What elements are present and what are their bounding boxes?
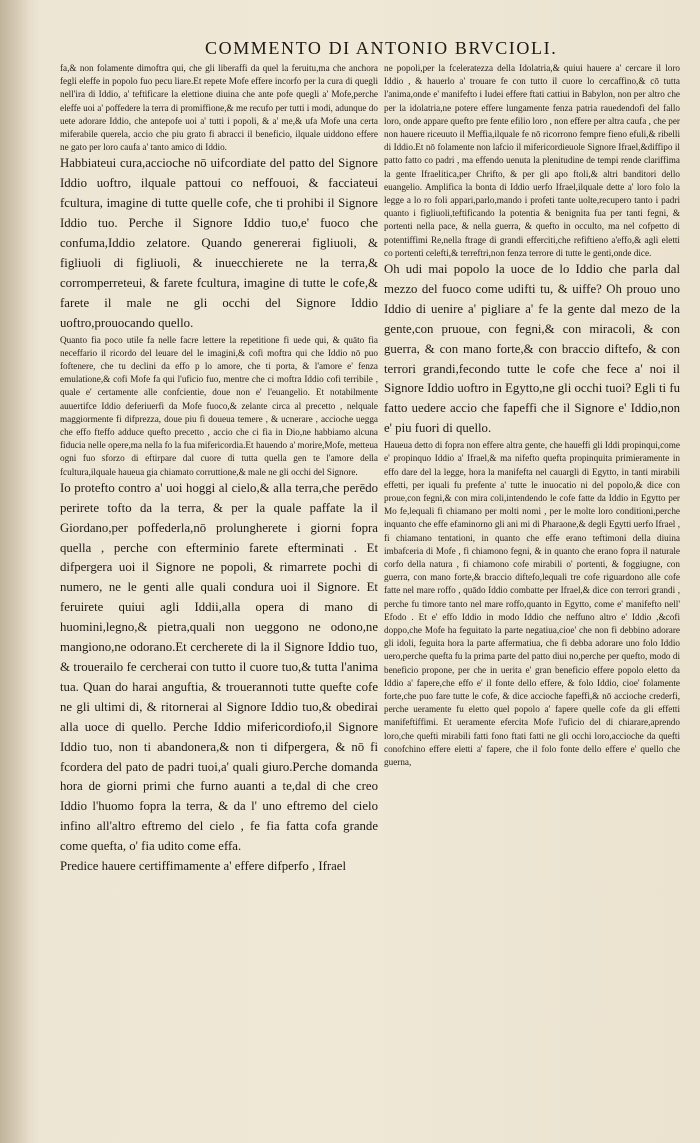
- right-column: [384, 62, 680, 769]
- commentary-paragraph-1: fa,& non folamente dimoftra qui, che gli liberaffi da quel la feruitu,ma che anchora fegli eleffe in popolo fuo pecu liare.Et repete Mofe effere incorfo per la cura di quegli nell'ira di Iddio, a' teftificare la elettione diuina che ante pofe quegli a' Mofe,perche eleffe uoi a' poffedere la terra di promiffione,& me recufo per tutti i modi, adunque do uete adorare Iddio, che antepofe uoi a' tutti i popoli, & a' me,& ufa Mofe una certa miferabile querela, accio che piu grato fi abracci il beneficio, ilquale uiddono effere ne gato per loro caufa a' tanto amico di Iddio.: [60, 63, 378, 153]
- binding-shadow: [0, 0, 40, 1143]
- running-header: COMMENTO DI ANTONIO BRVCIOLI.: [205, 38, 558, 58]
- scripture-paragraph-2: Io protefto contro a' uoi hoggi al cielo,& alla terra,che perēdo perirete tofto da la terra, & per la quale paffate la il Giordano,per poffederla,nō prolungherete i giorni fopra quella , perche con efterminio farete efterminati . Et difpergera uoi il Signore ne popoli, & rimarrete pochi di numero, ne le genti alle quali condura uoi il Signore. Et feruirete quiui agli Iddii,alla opera di mano di huomini,legno,& pietra,quali non ueggono ne odono,ne mangiono,ne odorano.Et cercherete di la il Signore Iddio tuo, & trouerailo fe cercherai con tutto il cuore tuo,& tutta l'anima tua. Quan do harai anguftia, & trouerannoti tutte quefte cofe ne gli ultimi di, & ritornerai al Signore Iddio tuo,& obedirai alla uoce di quello. Perche Iddio mifericordiofo,il Signore Iddio tuo, non ti abandonera,& non ti difpergera, & nō fi fcordera del pato de padri tuoi,a' quali giuro.Perche domanda hora de giorni primi che furno auanti a te,dal di che creo Iddio l'huomo fopra la terra, & da l' uno eftremo del cielo infino all'altro eftremo del cielo , fe fia fatta cofa grande come quefta, o' fia udito come effa.: [60, 480, 378, 854]
- commentary-paragraph-2: Quanto fia poco utile fa nelle facre lettere la repetitione fi uede qui, & quāto fia neceffario il ricordo del leuare del le imagini,& cofi moftra qui che Iddio nō puo foftenere, che tu declini da effo p lo amore, che ti porta, & l'amore e' fenza emulatione,& cofi Mofe fa qui l'uficio fuo, mentre che ci moftra Iddio cofi terribile , quale e' certamente alle confcientie, doue non e' l'euangelio. Et notabilmente auuertifce Iddio deferiuerfi da Mofe fuoco,& zelante circa al precetto , nelquale maggiormente fi difprezza, doue piu fi doueua temere , & ucnerare , accioche uegga che effo fteffo adduce quefto precetto , accio che ci fia in Dio,ne habbiamo alcuna fiducia nelle opere,ma nella fo la fua mifericordia.Et hauendo a' morire,Mofe, metteua ogni fuo sforzo di eftirpare dal cuore di tutta quella gen te l'amore della fcultura,ilquale haueua gia chiamato corruttione,& male ne gli occhi del Signore.: [60, 334, 378, 477]
- scripture-paragraph-3: Oh udi mai popolo la uoce de lo Iddio che parla dal mezzo del fuoco come udifti tu, & uiffe? Oh prouo uno Iddio di uenire a' pigliare a' fe la gente dal mezo de la gente,con pruoue, con fegni,& con miracoli, & con guerra, & con mano forte,& con braccio diftefo, & con terrori grandi,fecondo tutte le cofe che fece a' noi il Signore Iddio uoftro in Egytto,ne gli occhi tuoi? Egli ti fu fatto uedere accio che fapeffi che il Signore e' Iddio,non e' piu fuori di quello.: [384, 262, 680, 436]
- scripture-paragraph-1: Habbiateui cura,accioche nō uifcordiate del patto del Signore Iddio uoftro, ilquale pattoui co neffouoi, & facciateui fcultura, imagine di tutte quelle cofe, che ti prohibi il Signore Iddio tuo. Perche il Signore Iddio tuo,e' fuoco che confuma,Iddio zelatore. Quando genererai figliuoli, & figliuoli di figliuoli, & inuecchierete ne la terra,& corromperreteui, & farete fcultura, imagine di tutte le cofe,& farete il male ne gli occhi del Signore Iddio uoftro,prouocando quello.: [60, 156, 378, 330]
- commentary-paragraph-4: Haueua detto di fopra non effere altra gente, che haueffi gli Iddi propinqui,come e' propinquo Iddio a' Ifrael,& ma nifefto quefta propinquita primieramente in effo dare del la legge, hora la manifefta nel cauargli di Egytto, in tanti mirabili effetti, per iquali fu prefente a' tutte le inuocatio ni del popolo,& dice con proue,con fegni,& con mira coli,intendendo le cofe fatte da Iddio in Egytto per Mo fe,lequali fi chiamano per molti nomi , per le molte loro conditioni,perche inquanto che effe efaminorno gli ani mi di Pharaone,& degli Egytti uerfo Ifrael , fi chiamano tentationi, in quanto che effe erano teftimoni della diuina imbafceria di Mofe , fi chiamono fegni, & in quanto che erano fopra il naturale corfo della natura , fi chiamono cofe mirabili o' portenti, & foggiugne, con guerra, con mano forte,& braccio diftefo,lequali tre cofe riguardono alle cofe fatte nel mare roffo , quādo Iddio combatte per Ifrael,& dice con terrori grandi , perche fu timore tanto nel mare roffo,quanto in Egytto, come e' manifefto nell' Efodo . Et e' effo Iddio in modo Iddio che neffuno altro e' Iddio ,&cofi doppo,che Mofe ha feguitato la parte negatiua,cioe' che non fi debbino adorare gli idoli, feguita hora la parte affermatiua, che fi debba adorare uno folo Iddio uero,perche quefta fu la prima parte del patto diui no,perche per quefto, modo di beneficio propone, per che in uerita e' gran beneficio effere popolo eletto da Iddio a' fapere,che effo e' il fonte dello effere, & folo Iddio, cioe' folamente forte,che puo fare tutte le cofe, & dice accioche fapeffi,& nō accioche crederfi, perche ueramente fu eletto quel popolo a' fapere quelle cofe da gli effetti manifeftiffimi. Et ueramente efercita Mofe l'uficio del di chiarare,aprendo loro,che quefti mirabili fatti fono ftati fatti ne gli occhi loro,accioche da quefti conofchino effere eletti a' fapere, che il folo fonte dello effere e' quello che guerna,: [384, 440, 680, 768]
- commentary-paragraph-3-start: Predice hauere certiffimamente a' effere difperfo , Ifrael: [60, 859, 347, 874]
- commentary-paragraph-3-continued: ne popoli,per la fceleratezza della Idolatria,& quiui hauere a' cercare il loro Iddio , & hauerlo a' trouare fe con tutto il cuore lo cercaffino,& cō tutta l'anima,onde e' manifefto i Iudei effere ftati cattiui in Babylon, non per altro che per la idolatria,ne potere effere lungamente fenza patria rauedendofi del fallo loro, onde appare quefto pre fente efilio loro , non effere per altra caufa , che per non hauere riceuuto il Meffia,ilquale fe nō ricorrono fempre fieno efuli,& ribelli di Iddio.Et nō folamente non lafcio il mifericordieuole Signore Ifrael,&diffipo il patto fatto co padri , ma effendo uenuta la plenitudine de tempi rende clariffima la gente Ifraelitica,per Chrifto, & per gli apo ftoli,& altri banditori dello euangelio. Amplifica la bonta di Iddio uerfo Ifrael,ilquale dette a' loro folo la legge a lo ro foli appari,parlo,mando i profeti tante uolte,recupero tanto i padri quanto i figliuoli,teftificando la potentia & benignita fua per tanti fegni, & portenti nella pace, & nella guerra, & quefto in occulto, ma nel cofpetto di potentiffimi Re,nella ftrage di grandi efferciti,che refiftieno a'effo,& agli eletti co portenti celefti,& terreftri,non fenza terrore di tutte le genti,onde dice.: [384, 63, 680, 258]
- left-column: [60, 62, 378, 877]
